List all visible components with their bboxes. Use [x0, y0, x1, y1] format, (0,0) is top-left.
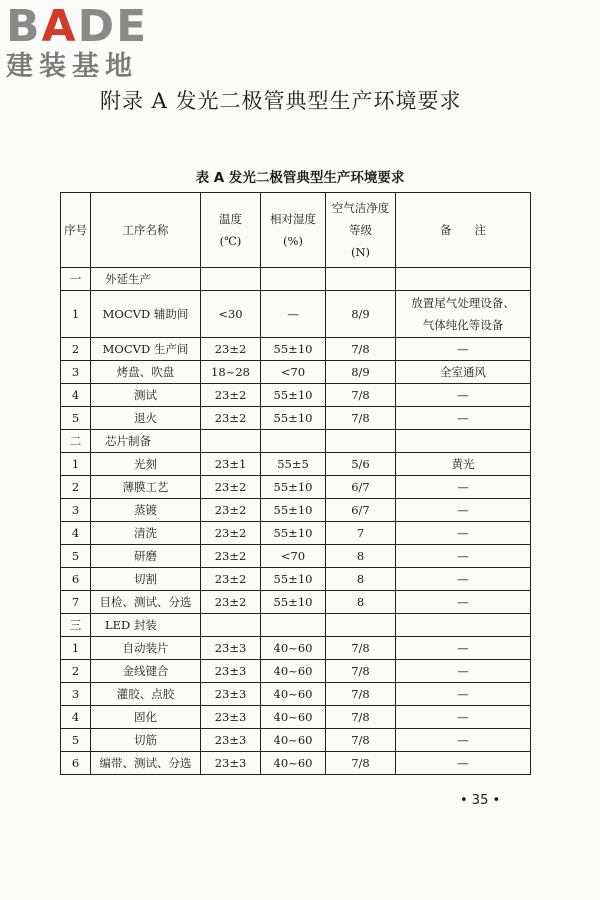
table-row — [61, 637, 531, 660]
header-seq: 序号 — [61, 193, 91, 268]
section-name: LED 封装 — [91, 614, 201, 637]
header-remark: 备 注 — [396, 193, 531, 268]
cell-seq: 5 — [61, 729, 91, 752]
cell-seq: 3 — [61, 683, 91, 706]
section-empty-cell — [261, 614, 326, 637]
cell-temp: 23±2 — [201, 568, 261, 591]
cell-clean: 7/8 — [326, 706, 396, 729]
section-number: 二 — [61, 430, 91, 453]
cell-humidity: 55±10 — [261, 407, 326, 430]
cell-temp: 23±2 — [201, 384, 261, 407]
cell-clean: 7 — [326, 522, 396, 545]
cell-humidity: 40~60 — [261, 683, 326, 706]
table-row — [61, 361, 531, 384]
cell-seq: 6 — [61, 568, 91, 591]
cell-process: MOCVD 生产间 — [91, 338, 201, 361]
cell-humidity: — — [261, 291, 326, 338]
header-clean: 空气洁净度 等级 (N) — [326, 193, 396, 268]
cell-clean: 5/6 — [326, 453, 396, 476]
cell-seq: 2 — [61, 338, 91, 361]
cell-clean: 7/8 — [326, 407, 396, 430]
cell-humidity: 55±10 — [261, 591, 326, 614]
section-row — [61, 430, 531, 453]
appendix-title: 附录 A 发光二极管典型生产环境要求 — [100, 89, 462, 113]
cell-process: 清洗 — [91, 522, 201, 545]
cell-process: 烤盘、吹盘 — [91, 361, 201, 384]
table-header-row — [61, 193, 531, 268]
cell-temp: 23±2 — [201, 522, 261, 545]
cell-remark: — — [396, 706, 531, 729]
header-process: 工序名称 — [91, 193, 201, 268]
cell-remark: 放置尾气处理设备、 气体纯化等设备 — [396, 291, 531, 338]
cell-clean: 6/7 — [326, 476, 396, 499]
section-name: 芯片制备 — [91, 430, 201, 453]
cell-temp: 23±2 — [201, 338, 261, 361]
cell-temp: 23±3 — [201, 752, 261, 775]
cell-process: 薄膜工艺 — [91, 476, 201, 499]
table-row — [61, 706, 531, 729]
table-caption: 表 A 发光二极管典型生产环境要求 — [195, 170, 405, 186]
cell-humidity: 40~60 — [261, 637, 326, 660]
cell-remark: — — [396, 338, 531, 361]
cell-temp: <30 — [201, 291, 261, 338]
cell-process: MOCVD 辅助间 — [91, 291, 201, 338]
table-row — [61, 291, 531, 338]
table-row — [61, 499, 531, 522]
cell-remark: — — [396, 476, 531, 499]
cell-process: 退火 — [91, 407, 201, 430]
table-row — [61, 660, 531, 683]
cell-seq: 2 — [61, 476, 91, 499]
cell-humidity: 55±10 — [261, 476, 326, 499]
table-body — [61, 268, 531, 775]
cell-clean: 7/8 — [326, 637, 396, 660]
cell-seq: 2 — [61, 660, 91, 683]
cell-seq: 6 — [61, 752, 91, 775]
table-row — [61, 522, 531, 545]
section-empty-cell — [396, 268, 531, 291]
cell-seq: 1 — [61, 637, 91, 660]
cell-temp: 23±2 — [201, 407, 261, 430]
table-row — [61, 407, 531, 430]
cell-clean: 8/9 — [326, 361, 396, 384]
cell-remark: — — [396, 384, 531, 407]
section-empty-cell — [261, 430, 326, 453]
section-empty-cell — [326, 614, 396, 637]
cell-clean: 8 — [326, 545, 396, 568]
cell-humidity: 40~60 — [261, 729, 326, 752]
cell-seq: 4 — [61, 522, 91, 545]
cell-process: 编带、测试、分选 — [91, 752, 201, 775]
cell-humidity: 40~60 — [261, 660, 326, 683]
cell-remark: — — [396, 752, 531, 775]
cell-clean: 7/8 — [326, 752, 396, 775]
section-empty-cell — [396, 430, 531, 453]
cell-process: 自动装片 — [91, 637, 201, 660]
cell-remark: — — [396, 660, 531, 683]
header-humidity: 相对湿度 (%) — [261, 193, 326, 268]
table-row — [61, 729, 531, 752]
cell-clean: 7/8 — [326, 338, 396, 361]
cell-remark: — — [396, 522, 531, 545]
section-empty-cell — [261, 268, 326, 291]
cell-process: 测试 — [91, 384, 201, 407]
page-number: • 35 • — [460, 793, 501, 808]
cell-temp: 18~28 — [201, 361, 261, 384]
cell-remark: 黄光 — [396, 453, 531, 476]
table-row — [61, 591, 531, 614]
table-row — [61, 568, 531, 591]
cell-process: 目检、测试、分选 — [91, 591, 201, 614]
section-empty-cell — [396, 614, 531, 637]
cell-seq: 3 — [61, 361, 91, 384]
watermark-subtitle: 建装基地 — [6, 51, 138, 82]
watermark-logo — [6, 1, 176, 82]
cell-remark: — — [396, 407, 531, 430]
cell-remark: 全室通风 — [396, 361, 531, 384]
cell-process: 切割 — [91, 568, 201, 591]
cell-temp: 23±2 — [201, 591, 261, 614]
cell-humidity: <70 — [261, 545, 326, 568]
cell-process: 研磨 — [91, 545, 201, 568]
cell-temp: 23±2 — [201, 476, 261, 499]
cell-process: 光刻 — [91, 453, 201, 476]
cell-temp: 23±2 — [201, 545, 261, 568]
section-empty-cell — [201, 614, 261, 637]
watermark-brand — [6, 1, 176, 52]
cell-remark: — — [396, 729, 531, 752]
cell-temp: 23±1 — [201, 453, 261, 476]
cell-remark: — — [396, 591, 531, 614]
table-row — [61, 453, 531, 476]
cell-remark: — — [396, 545, 531, 568]
cell-remark: — — [396, 637, 531, 660]
cell-clean: 7/8 — [326, 660, 396, 683]
environment-table — [60, 192, 531, 775]
section-number: 一 — [61, 268, 91, 291]
cell-seq: 3 — [61, 499, 91, 522]
section-row — [61, 614, 531, 637]
cell-process: 灌胶、点胶 — [91, 683, 201, 706]
section-row — [61, 268, 531, 291]
cell-remark: — — [396, 568, 531, 591]
cell-temp: 23±3 — [201, 683, 261, 706]
cell-humidity: 40~60 — [261, 752, 326, 775]
cell-clean: 8 — [326, 591, 396, 614]
cell-clean: 8/9 — [326, 291, 396, 338]
cell-temp: 23±2 — [201, 499, 261, 522]
table-row — [61, 545, 531, 568]
table-row — [61, 384, 531, 407]
cell-humidity: 55±10 — [261, 338, 326, 361]
cell-process: 金线键合 — [91, 660, 201, 683]
cell-temp: 23±3 — [201, 706, 261, 729]
section-empty-cell — [326, 268, 396, 291]
cell-seq: 4 — [61, 384, 91, 407]
watermark-brand-accent-letter: A — [41, 1, 78, 52]
cell-humidity: <70 — [261, 361, 326, 384]
cell-seq: 5 — [61, 407, 91, 430]
table-row — [61, 338, 531, 361]
cell-seq: 1 — [61, 291, 91, 338]
cell-process: 蒸镀 — [91, 499, 201, 522]
section-name: 外延生产 — [91, 268, 201, 291]
section-empty-cell — [326, 430, 396, 453]
cell-temp: 23±3 — [201, 660, 261, 683]
cell-clean: 6/7 — [326, 499, 396, 522]
cell-humidity: 55±10 — [261, 568, 326, 591]
cell-humidity: 40~60 — [261, 706, 326, 729]
cell-clean: 7/8 — [326, 683, 396, 706]
section-empty-cell — [201, 268, 261, 291]
cell-clean: 8 — [326, 568, 396, 591]
cell-temp: 23±3 — [201, 637, 261, 660]
cell-humidity: 55±5 — [261, 453, 326, 476]
section-empty-cell — [201, 430, 261, 453]
cell-humidity: 55±10 — [261, 522, 326, 545]
cell-clean: 7/8 — [326, 729, 396, 752]
cell-remark: — — [396, 683, 531, 706]
cell-seq: 7 — [61, 591, 91, 614]
cell-process: 固化 — [91, 706, 201, 729]
cell-seq: 4 — [61, 706, 91, 729]
section-number: 三 — [61, 614, 91, 637]
cell-humidity: 55±10 — [261, 384, 326, 407]
table-row — [61, 683, 531, 706]
table-row — [61, 476, 531, 499]
cell-humidity: 55±10 — [261, 499, 326, 522]
cell-seq: 1 — [61, 453, 91, 476]
cell-remark: — — [396, 499, 531, 522]
cell-seq: 5 — [61, 545, 91, 568]
header-temp: 温度 (℃) — [201, 193, 261, 268]
table-row — [61, 752, 531, 775]
cell-process: 切筋 — [91, 729, 201, 752]
watermark-brand-text: BADE — [6, 1, 149, 52]
cell-temp: 23±3 — [201, 729, 261, 752]
cell-clean: 7/8 — [326, 384, 396, 407]
